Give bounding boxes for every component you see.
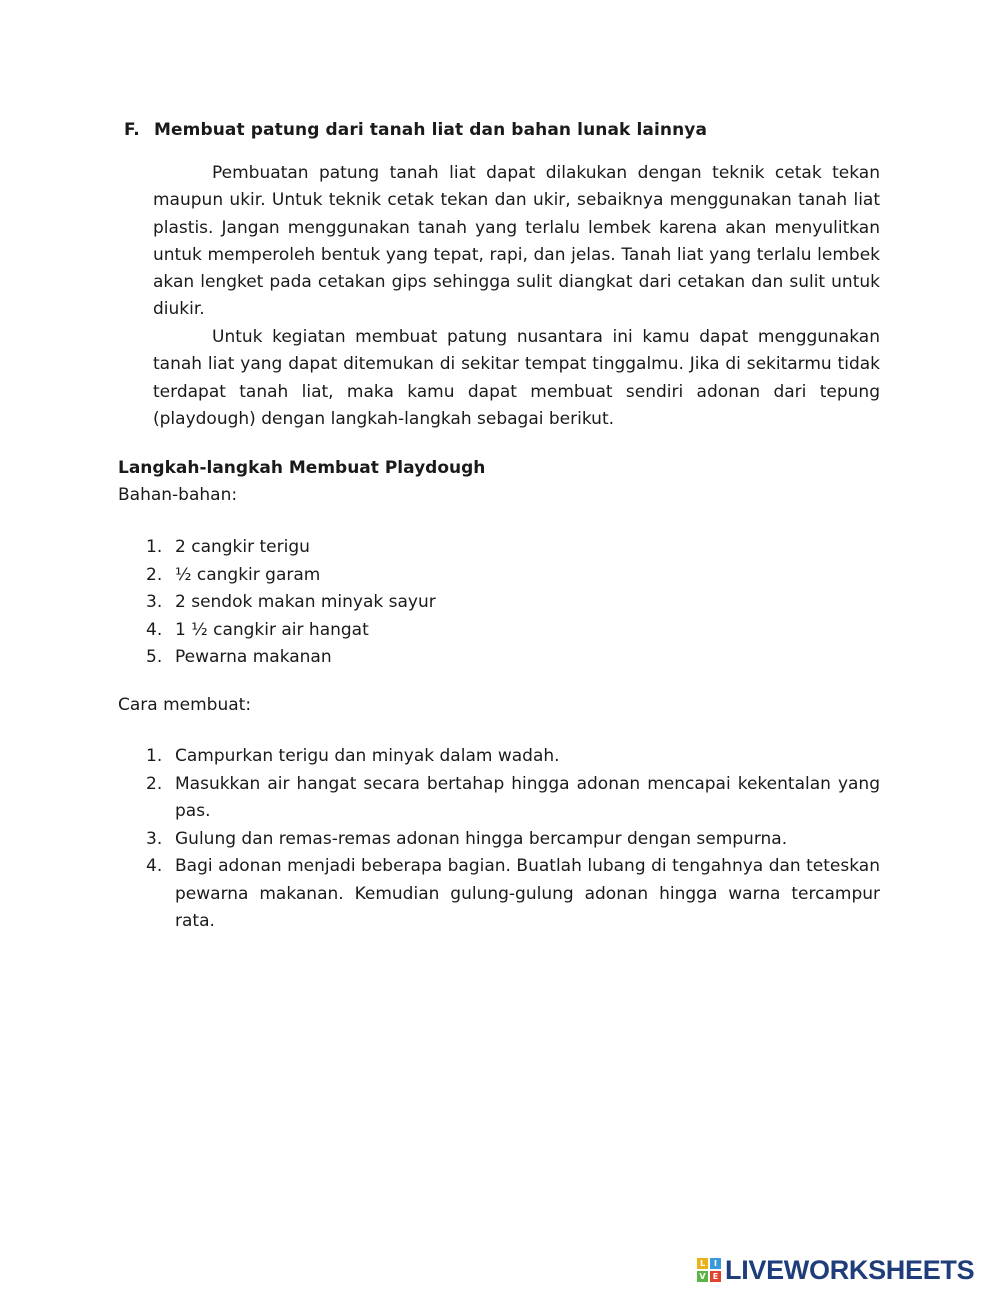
item-text: Gulung dan remas-remas adonan hingga bercampur dengan sempurna. <box>175 828 788 849</box>
section-heading <box>124 120 707 140</box>
steps-heading: Langkah-langkah Membuat Playdough <box>118 458 486 478</box>
item-number: 5. <box>146 647 163 667</box>
item-number: 2. <box>146 564 163 585</box>
item-number: 4. <box>146 856 163 876</box>
item-text: 1 ½ cangkir air hangat <box>175 619 369 640</box>
materials-list <box>118 534 518 672</box>
item-text: ½ cangkir garam <box>175 564 321 585</box>
paragraph-1: Pembuatan patung tanah liat dapat dilakukan dengan teknik cetak tekan maupun ukir. Untuk teknik cetak tekan dan ukir, sebaiknya menggunakan tanah liat plastis. Jangan menggunakan tanah yang terlalu lembek karena akan menyulitkan untuk memperoleh bentuk yang tepat, rapi, dan jelas. Tanah liat yang terlalu lembek akan lengket pada cetakan gips sehingga sulit diangkat dari cetakan dan sulit untuk diukir. <box>153 163 880 320</box>
paragraph-2: Untuk kegiatan membuat patung nusantara ini kamu dapat menggunakan tanah liat yang dapat ditemukan di sekitar tempat tinggalmu. Jika di sekitarmu tidak terdapat tanah liat, maka kamu dapat membuat sendiri adonan dari tepung (playdough) dengan langkah-langkah sebagai berikut. <box>153 327 880 429</box>
logo-block: V <box>697 1271 708 1282</box>
item-number: 4. <box>146 619 163 640</box>
item-text: 2 sendok makan minyak sayur <box>175 592 436 612</box>
item-text: 2 cangkir terigu <box>175 537 310 557</box>
item-text: Campurkan terigu dan minyak dalam wadah. <box>175 746 560 766</box>
list-item <box>118 534 518 562</box>
item-number: 1. <box>146 537 163 557</box>
list-item <box>118 743 880 771</box>
list-item <box>118 853 880 936</box>
item-number: 3. <box>146 592 163 612</box>
list-item <box>118 589 518 617</box>
item-number: 2. <box>146 773 163 794</box>
item-text: Bagi adonan menjadi beberapa bagian. Buatlah lubang di tengahnya dan teteskan pewarna makanan. Kemudian gulung-gulung adonan hingga warna tercampur rata. <box>175 856 880 931</box>
list-item <box>118 771 880 826</box>
list-item <box>118 617 518 645</box>
section-letter: F. <box>124 120 140 140</box>
logo-block: L <box>697 1258 708 1269</box>
liveworksheets-logo <box>697 1255 974 1285</box>
method-list <box>118 743 880 936</box>
list-item <box>118 562 518 590</box>
logo-blocks-icon <box>697 1258 721 1282</box>
section-title: Membuat patung dari tanah liat dan bahan lunak lainnya <box>154 120 708 140</box>
logo-text: LIVEWORKSHEETS <box>725 1254 975 1285</box>
list-item <box>118 826 880 854</box>
list-item <box>118 644 518 672</box>
item-text: Pewarna makanan <box>175 647 332 667</box>
logo-block: I <box>710 1258 721 1269</box>
item-number: 1. <box>146 746 163 766</box>
item-number: 3. <box>146 828 163 849</box>
materials-label: Bahan-bahan: <box>118 485 238 505</box>
logo-block: E <box>710 1271 721 1282</box>
item-text: Masukkan air hangat secara bertahap hingga adonan mencapai kekentalan yang pas. <box>175 773 880 821</box>
method-label: Cara membuat: <box>118 695 252 715</box>
